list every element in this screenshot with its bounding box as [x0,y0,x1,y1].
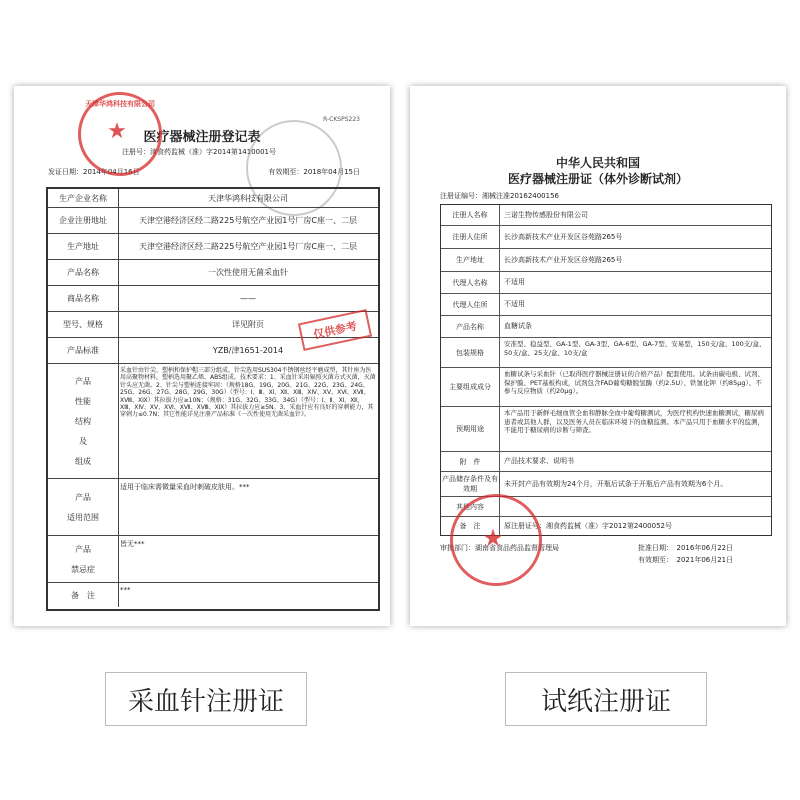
test-strip-registration-certificate [410,86,786,626]
caption-lancet-certificate: 采血针注册证 [105,672,307,726]
row-label: 商品名称 [48,286,119,311]
registration-number-label: 注册号： [122,148,150,156]
table-row [48,286,378,312]
table-row [48,479,378,536]
table-row [441,294,771,316]
row-label [48,364,119,478]
standard-value: YZB/津1651-2014 [212,346,284,355]
row-label: 型号、规格 [48,312,119,337]
row-label: 企业注册地址 [48,208,119,233]
issue-date: 发证日期：2014年04月16日 [48,168,140,176]
production-address-value: 长沙高新技术产业开发区谷苑路265号 [504,255,623,264]
table-row [48,189,378,208]
performance-structure-text: 采血针由针尖、塑柄和保护帽三部分组成，针尖选用SUS304不锈钢丝经平磨成型，其针座为医用高聚物材料，塑柄选用聚乙烯、ABS组成。技术要求：1、采血针采用辐照灭菌方式灭菌，灭菌针头应无菌。2、针尖与塑柄连接牢固：（规格18G、19G、20G、21G、22G、23G、24G、25G、26G、27G、28G、29G、30G）（型号：Ⅰ、Ⅲ、Ⅺ、Ⅻ、ⅩⅢ、ⅩⅣ、ⅩⅤ、ⅩⅥ、ⅩⅦ、ⅩⅧ、ⅩⅨ）其拉拔力应≥10N；（规格：31G、32G、33G、34G）（型号：Ⅰ、Ⅱ、Ⅺ、Ⅻ、ⅩⅢ、ⅩⅣ、ⅩⅤ、ⅩⅥ、ⅩⅦ、ⅩⅧ、ⅩⅨ）其拉拔力应≥5N。3、采血针应有良好的穿刺能力，其穿刺力≤0.7N；其它性能详见注册产品标准《一次性使用无菌采血针》。 [120,367,376,419]
table-row [441,407,771,452]
row-label: 生产企业名称 [48,189,119,207]
table-row [48,234,378,260]
table-row [48,364,378,479]
label-part: 禁忌症 [71,564,95,574]
caption-test-strip-certificate: 试纸注册证 [505,672,707,726]
row-label: 注册人名称 [441,205,500,225]
table-row [48,208,378,234]
label-part: 性能 [75,396,91,406]
product-name-value: 血糖试条 [504,322,532,330]
row-label: 代理人名称 [441,272,500,293]
company-stamp [78,92,162,176]
official-seal [450,494,542,586]
row-label: 其他内容 [441,497,500,516]
contraindication-text: 皆无*** [120,540,145,548]
table-row [441,316,771,338]
production-address-value: 天津空港经济区经二路225号航空产业园1号厂房C座一、二层 [139,242,357,251]
model-value: 详见附页 [232,320,264,329]
svg-text:★: ★ [482,524,504,552]
scope-text: 适用于临床需微量采血时刺破皮肤用。*** [120,483,250,491]
agent-address-value: 不适用 [504,300,525,308]
row-label [48,479,119,535]
label-part: 产品 [75,544,91,554]
table-row [441,249,771,272]
package-spec-value: 安准型、稳益型、GA-1型、GA-3型、GA-6型、GA-7型、安易型，150支/盒、100支/盒、50支/盒、25支/盒、10支/盒 [504,340,766,357]
row-label: 包装规格 [441,338,500,367]
row-label [48,536,119,582]
row-label: 产品名称 [48,260,119,285]
svg-text:★: ★ [107,119,127,144]
registration-table [440,204,772,536]
attachment-value: 产品技术要求、说明书 [504,457,574,465]
remark-text: *** [120,586,131,594]
row-label: 生产地址 [48,234,119,259]
approval-date: 批准日期： 2016年06月22日 [638,544,734,552]
row-label: 备 注 [441,517,500,535]
intended-use-value: 本产品用于新鲜毛细血管全血和静脉全血中葡萄糖测试，为医疗机构快速血糖测试，糖尿病患者或其他人群，以及医务人员在临床环境下的血糖监测。本产品只用于血糖水平的监测，不能用于糖尿病的诊断与筛查。 [504,409,764,434]
row-label: 产品名称 [441,316,500,337]
row-label: 产品标准 [48,338,119,363]
storage-value: 未开封产品有效期为24个月，开瓶后试条于开瓶后产品有效期为6个月。 [504,479,728,488]
table-row [48,536,378,583]
row-label: 预期用途 [441,407,500,451]
row-label: 产品储存条件及有效期 [441,472,500,496]
table-row [48,583,378,607]
label-part: 及 [79,436,87,446]
registrant-address-value: 长沙高新技术产业开发区谷苑路265号 [504,232,623,241]
registration-table [46,187,380,611]
registrant-value: 三诺生物传感股份有限公司 [504,210,588,219]
table-row [48,260,378,286]
agent-value: 不适用 [504,278,525,286]
label-part: 结构 [75,416,91,426]
lancet-registration-certificate [14,86,390,626]
row-label: 代理人住所 [441,294,500,315]
row-label: 生产地址 [441,249,500,271]
certificate-number: 注册证编号：湘械注准20162400156 [440,192,559,200]
row-label: 备 注 [48,583,119,607]
document-code: R-CKSPS223 [323,116,360,123]
table-row [441,226,771,249]
label-part: 组成 [75,456,91,466]
trade-name-value: —— [240,294,256,303]
approval-authority: 审批部门：湖南省食品药品监督管理局 [440,544,559,552]
label-part: 适用范围 [67,512,99,522]
reference-only-stamp: 仅供参考 [298,309,372,351]
table-row [441,452,771,472]
product-name-value: 一次性使用无菌采血针 [208,268,288,277]
composition-value: 血糖试条与采血针（已取得医疗器械注册证的合格产品）配套使用。试条由碳电极、试剂、保护膜、PET基板构成，试剂包含FAD葡萄糖脱氢酶（约2.5U）、铁氰化钾（约85μg）、不参与反应物质（约20μg）。 [504,370,764,395]
label-part: 产品 [75,492,91,502]
table-row [441,205,771,226]
table-row [441,368,771,407]
label-part: 产品 [75,376,91,386]
document-title: 医疗器械注册登记表 [143,130,261,145]
row-label: 主要组成成分 [441,368,500,406]
producer-value: 天津华鸿科技有限公司 [208,193,288,203]
country-name: 中华人民共和国 [555,156,640,170]
row-label: 注册人住所 [441,226,500,248]
remark-value: 原注册证号：湘食药监械（准）字2012第2400052号 [504,521,672,530]
table-row [441,338,771,368]
registered-address-value: 天津空港经济区经二路225号航空产业园1号厂房C座一、二层 [139,216,357,225]
registration-number: 津食药监械（准）字2014第1410001号 [150,148,276,156]
other-value [504,497,768,516]
table-row [441,272,771,294]
document-title: 医疗器械注册证（体外诊断试剂） [507,172,688,186]
valid-until-date: 有效期至： 2021年06月21日 [638,556,734,564]
company-stamp-text: 天津华鸿科技有限公司 [85,100,155,108]
expiry-date: 有效期至：2018年04月15日 [268,168,360,176]
row-label: 附 件 [441,452,500,471]
